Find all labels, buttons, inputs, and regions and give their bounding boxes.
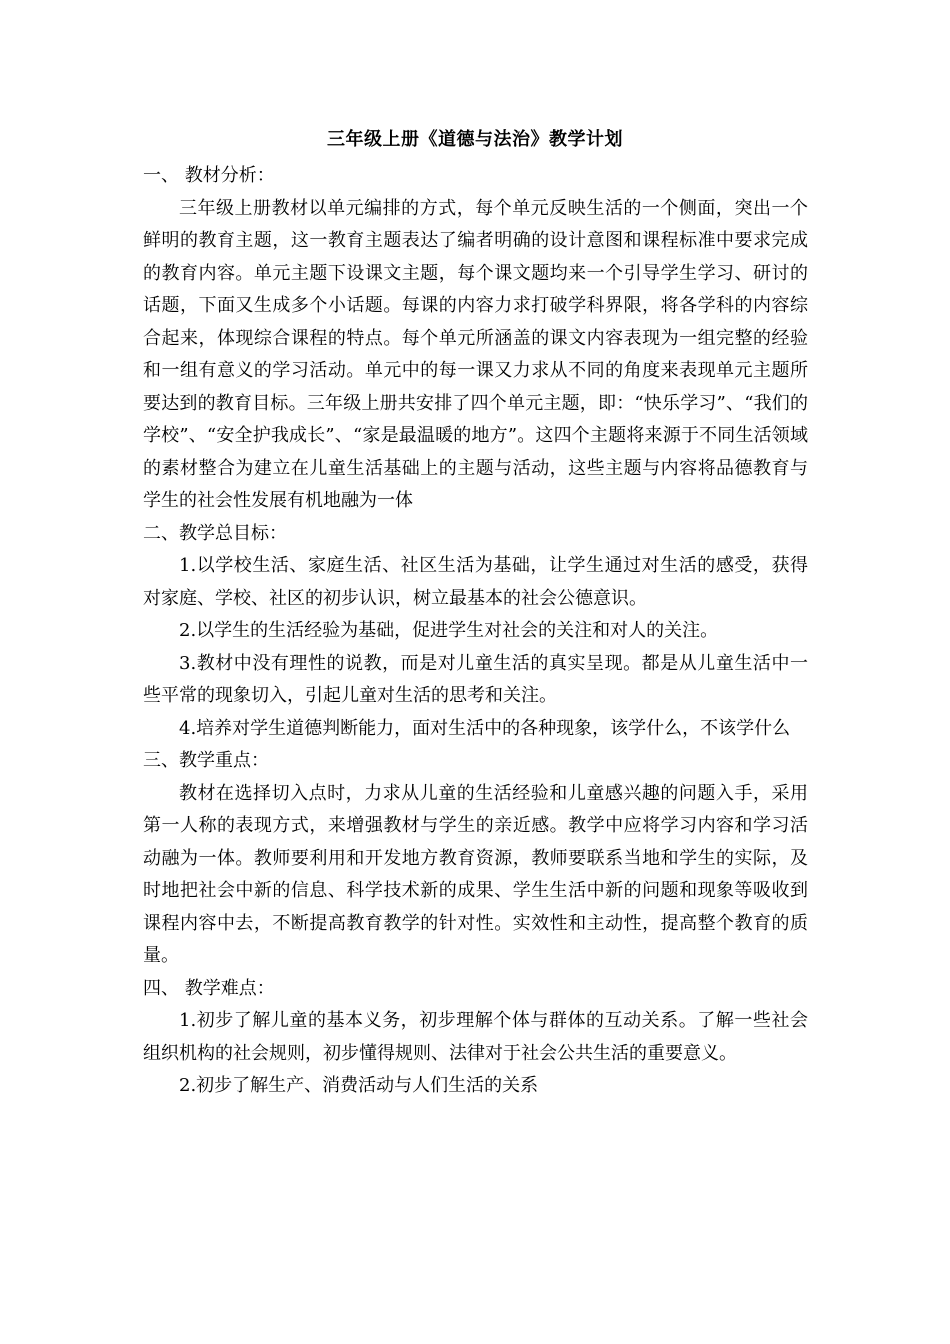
document-body xyxy=(143,160,808,1103)
difficulty-item-2: 2.初步了解生产、消费活动与人们生活的关系 xyxy=(179,1075,539,1096)
section-heading-goals: 二、教学总目标： xyxy=(143,522,287,544)
goal-item-1: 1.以学校生活、家庭生活、社区生活为基础，让学生通过对生活的感受，获得对家庭、学校、社区的初步认识，树立最基本的社会公德意识。 xyxy=(143,555,808,609)
section-heading-difficulties: 四、 教学难点： xyxy=(143,977,275,999)
key-points-paragraph: 教材在选择切入点时，力求从儿童的生活经验和儿童感兴趣的问题入手，采用第一人称的表现方式，来增强教材与学生的亲近感。教学中应将学习内容和学习活动融为一体。教师要利用和开发地方教育资源，教师要联系当地和学生的实际，及时地把社会中新的信息、科学技术新的成果、学生生活中新的问题和现象等吸收到课程内容中去，不断提高教育教学的针对性。实效性和主动性，提高整个教育的质量。 xyxy=(143,782,808,966)
goal-item-2: 2.以学生的生活经验为基础，促进学生对社会的关注和对人的关注。 xyxy=(179,620,719,641)
goal-item-4: 4.培养对学生道德判断能力，面对生活中的各种现象，该学什么，不该学什么 xyxy=(179,717,791,739)
materials-paragraph: 三年级上册教材以单元编排的方式，每个单元反映生活的一个侧面，突出一个鲜明的教育主题，这一教育主题表达了编者明确的设计意图和课程标准中要求完成的教育内容。单元主题下设课文主题，每个课文题均来一个引导学生学习、研讨的话题，下面又生成多个小话题。每课的内容力求打破学科界限，将各学科的内容综合起来，体现综合课程的特点。每个单元所涵盖的课文内容表现为一组完整的经验和一组有意义的学习活动。单元中的每一课又力求从不同的角度来表现单元主题所要达到的教育目标。三年级上册共安排了四个单元主题，即：“快乐学习”、“我们的学校”、“安全护我成长”、“家是最温暖的地方”。这四个主题将来源于不同生活领域的素材整合为建立在儿童生活基础上的主题与活动，这些主题与内容将品德教育与学生的社会性发展有机地融为一体 xyxy=(143,197,808,511)
document-title: 三年级上册《道德与法治》教学计划 xyxy=(327,129,623,150)
section-heading-key-points: 三、教学重点： xyxy=(143,750,269,771)
difficulty-item-1: 1.初步了解儿童的基本义务，初步理解个体与群体的互动关系。了解一些社会组织机构的社会规则，初步懂得规则、法律对于社会公共生活的重要意义。 xyxy=(143,1010,808,1064)
goal-item-3: 3.教材中没有理性的说教，而是对儿童生活的真实呈现。都是从儿童生活中一些平常的现象切入，引起儿童对生活的思考和关注。 xyxy=(143,652,808,706)
section-heading-materials: 一、 教材分析： xyxy=(143,165,275,186)
